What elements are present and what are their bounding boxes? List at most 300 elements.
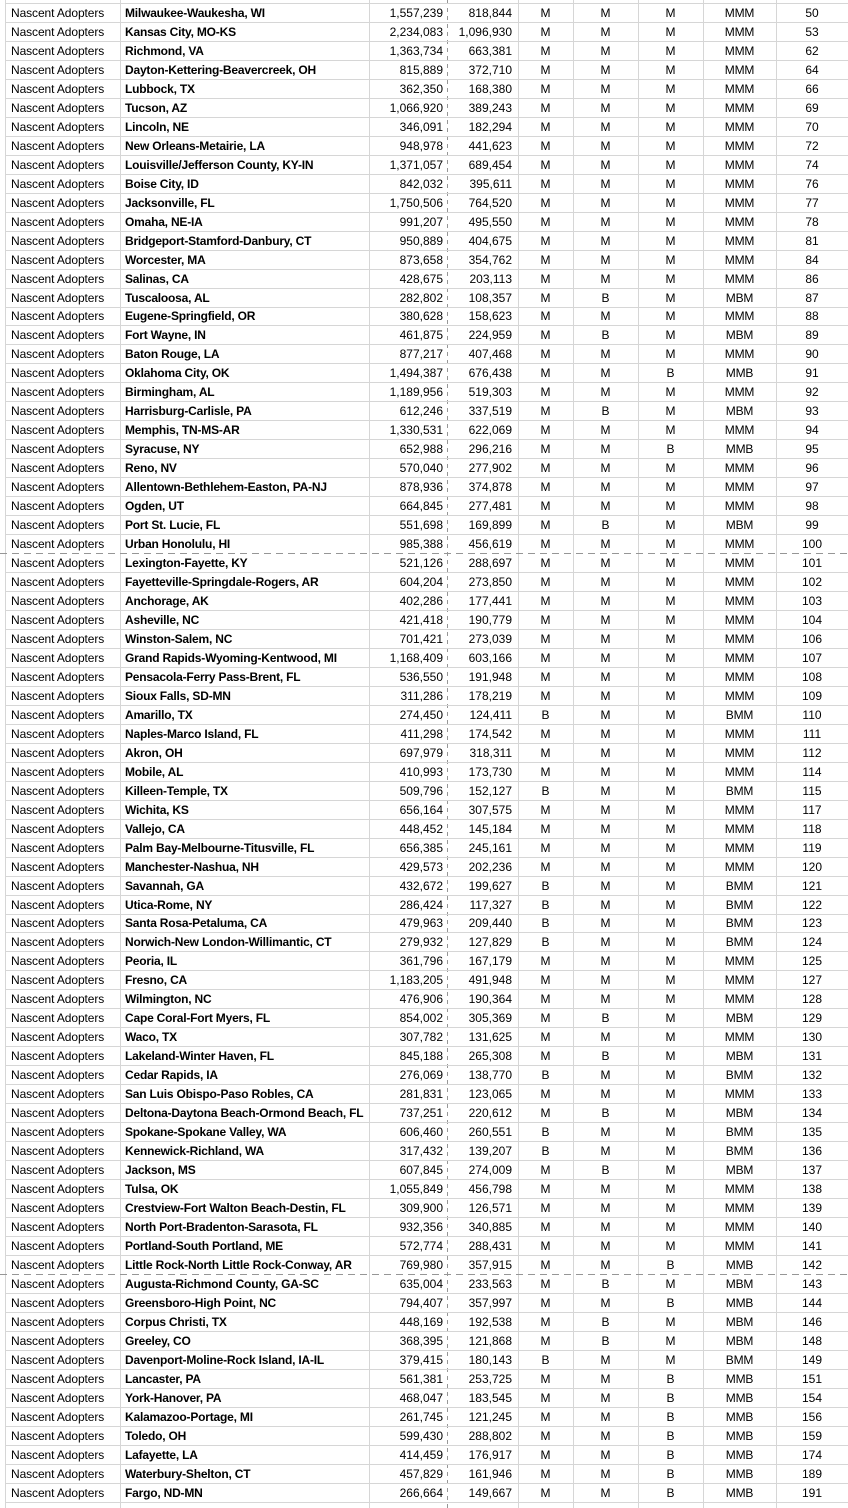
cell-rank[interactable]: 87 xyxy=(805,290,819,305)
cell-flag-1[interactable]: M xyxy=(540,442,551,457)
cell-segment[interactable]: Nascent Adopters xyxy=(11,631,105,646)
cell-metro-name[interactable]: Louisville/Jefferson County, KY-IN xyxy=(125,157,314,172)
cell-number-1[interactable]: 612,246 xyxy=(399,404,443,419)
cell-flag-combo[interactable]: MMM xyxy=(724,214,755,229)
cell-segment[interactable]: Nascent Adopters xyxy=(11,290,105,305)
cell-rank[interactable]: 124 xyxy=(801,935,823,950)
cell-flag-3[interactable]: M xyxy=(665,233,676,248)
cell-flag-1[interactable]: M xyxy=(540,366,551,381)
cell-number-1[interactable]: 402,286 xyxy=(399,594,443,609)
cell-flag-2[interactable]: M xyxy=(600,1030,611,1045)
cell-flag-combo[interactable]: BMM xyxy=(725,783,754,798)
cell-metro-name[interactable]: Kalamazoo-Portage, MI xyxy=(125,1409,253,1424)
cell-flag-3[interactable]: M xyxy=(665,1087,676,1102)
cell-flag-2[interactable]: M xyxy=(600,745,611,760)
cell-metro-name[interactable]: Boise City, ID xyxy=(125,176,199,191)
cell-flag-1[interactable]: M xyxy=(540,821,551,836)
cell-flag-3[interactable]: M xyxy=(665,1238,676,1253)
cell-rank[interactable]: 121 xyxy=(801,878,823,893)
cell-flag-2[interactable]: M xyxy=(600,81,611,96)
cell-flag-combo[interactable]: MMM xyxy=(724,100,755,115)
cell-flag-3[interactable]: M xyxy=(665,1182,676,1197)
cell-flag-1[interactable]: B xyxy=(541,1068,550,1083)
cell-flag-combo[interactable]: MMB xyxy=(725,1466,754,1481)
cell-number-1[interactable]: 428,675 xyxy=(399,271,443,286)
cell-flag-1[interactable]: M xyxy=(540,650,551,665)
cell-segment[interactable]: Nascent Adopters xyxy=(11,726,105,741)
cell-segment[interactable]: Nascent Adopters xyxy=(11,1163,105,1178)
cell-number-1[interactable]: 286,424 xyxy=(399,897,443,912)
cell-flag-2[interactable]: B xyxy=(601,1011,610,1026)
cell-number-1[interactable]: 815,889 xyxy=(399,62,443,77)
cell-metro-name[interactable]: Oklahoma City, OK xyxy=(125,366,230,381)
cell-segment[interactable]: Nascent Adopters xyxy=(11,423,105,438)
cell-rank[interactable]: 137 xyxy=(801,1163,823,1178)
cell-flag-3[interactable]: M xyxy=(665,1049,676,1064)
cell-number-2[interactable]: 277,902 xyxy=(468,461,512,476)
cell-flag-3[interactable]: M xyxy=(665,1219,676,1234)
cell-flag-3[interactable]: B xyxy=(666,1466,675,1481)
cell-flag-2[interactable]: M xyxy=(600,612,611,627)
cell-flag-3[interactable]: M xyxy=(665,62,676,77)
cell-segment[interactable]: Nascent Adopters xyxy=(11,537,105,552)
cell-flag-1[interactable]: M xyxy=(540,556,551,571)
cell-flag-combo[interactable]: MMM xyxy=(724,556,755,571)
cell-segment[interactable]: Nascent Adopters xyxy=(11,650,105,665)
cell-number-1[interactable]: 421,418 xyxy=(399,612,443,627)
cell-flag-2[interactable]: M xyxy=(600,233,611,248)
cell-flag-1[interactable]: M xyxy=(540,499,551,514)
cell-number-2[interactable]: 277,481 xyxy=(468,499,512,514)
cell-number-2[interactable]: 288,802 xyxy=(468,1428,512,1443)
cell-flag-combo[interactable]: MMM xyxy=(724,347,755,362)
cell-rank[interactable]: 144 xyxy=(801,1295,823,1310)
cell-flag-3[interactable]: M xyxy=(665,328,676,343)
cell-number-2[interactable]: 191,948 xyxy=(468,669,512,684)
cell-rank[interactable]: 143 xyxy=(801,1276,823,1291)
cell-metro-name[interactable]: Savannah, GA xyxy=(125,878,204,893)
cell-flag-3[interactable]: M xyxy=(665,973,676,988)
cell-number-2[interactable]: 203,113 xyxy=(469,271,512,286)
cell-flag-3[interactable]: M xyxy=(665,518,676,533)
cell-flag-3[interactable]: M xyxy=(665,575,676,590)
cell-metro-name[interactable]: Spokane-Spokane Valley, WA xyxy=(125,1125,287,1140)
cell-flag-1[interactable]: M xyxy=(540,575,551,590)
cell-rank[interactable]: 149 xyxy=(801,1352,823,1367)
cell-number-1[interactable]: 461,875 xyxy=(399,328,443,343)
cell-flag-1[interactable]: M xyxy=(540,1485,551,1500)
cell-segment[interactable]: Nascent Adopters xyxy=(11,1466,105,1481)
cell-rank[interactable]: 129 xyxy=(801,1011,823,1026)
cell-flag-1[interactable]: M xyxy=(540,631,551,646)
cell-flag-2[interactable]: M xyxy=(600,1125,611,1140)
cell-flag-2[interactable]: B xyxy=(601,1049,610,1064)
cell-flag-2[interactable]: M xyxy=(600,1428,611,1443)
cell-flag-3[interactable]: M xyxy=(665,802,676,817)
cell-metro-name[interactable]: Fresno, CA xyxy=(125,973,188,988)
cell-rank[interactable]: 125 xyxy=(801,954,823,969)
cell-metro-name[interactable]: Waco, TX xyxy=(125,1030,177,1045)
cell-metro-name[interactable]: Greeley, CO xyxy=(125,1333,191,1348)
cell-flag-1[interactable]: M xyxy=(540,404,551,419)
cell-flag-combo[interactable]: MMM xyxy=(724,480,755,495)
cell-number-2[interactable]: 288,431 xyxy=(468,1238,512,1253)
cell-rank[interactable]: 78 xyxy=(805,214,819,229)
cell-metro-name[interactable]: Cedar Rapids, IA xyxy=(125,1068,218,1083)
cell-flag-combo[interactable]: MBM xyxy=(725,328,754,343)
cell-metro-name[interactable]: Tucson, AZ xyxy=(125,100,187,115)
cell-flag-2[interactable]: M xyxy=(600,935,611,950)
cell-flag-3[interactable]: M xyxy=(665,347,676,362)
cell-number-2[interactable]: 158,623 xyxy=(468,309,512,324)
cell-flag-combo[interactable]: MMM xyxy=(724,612,755,627)
cell-rank[interactable]: 111 xyxy=(802,726,822,741)
cell-flag-2[interactable]: M xyxy=(600,138,611,153)
cell-segment[interactable]: Nascent Adopters xyxy=(11,1030,105,1045)
cell-flag-2[interactable]: M xyxy=(600,650,611,665)
cell-number-2[interactable]: 182,294 xyxy=(468,119,512,134)
cell-metro-name[interactable]: Birmingham, AL xyxy=(125,385,215,400)
cell-flag-combo[interactable]: MBM xyxy=(725,1011,754,1026)
cell-flag-combo[interactable]: MMM xyxy=(724,1201,755,1216)
cell-number-2[interactable]: 121,868 xyxy=(468,1333,512,1348)
cell-number-1[interactable]: 1,494,387 xyxy=(389,366,443,381)
cell-flag-3[interactable]: M xyxy=(665,461,676,476)
cell-rank[interactable]: 64 xyxy=(805,62,819,77)
cell-flag-3[interactable]: M xyxy=(665,612,676,627)
cell-flag-2[interactable]: M xyxy=(600,1238,611,1253)
cell-number-1[interactable]: 414,459 xyxy=(399,1447,443,1462)
cell-flag-2[interactable]: M xyxy=(600,669,611,684)
cell-flag-combo[interactable]: MMM xyxy=(724,423,755,438)
cell-metro-name[interactable]: Winston-Salem, NC xyxy=(125,631,233,646)
cell-number-1[interactable]: 769,980 xyxy=(399,1257,443,1272)
cell-flag-combo[interactable]: MMM xyxy=(724,1030,755,1045)
cell-number-2[interactable]: 224,959 xyxy=(468,328,512,343)
cell-flag-3[interactable]: M xyxy=(665,916,676,931)
cell-segment[interactable]: Nascent Adopters xyxy=(11,5,105,20)
cell-segment[interactable]: Nascent Adopters xyxy=(11,1314,105,1329)
cell-segment[interactable]: Nascent Adopters xyxy=(11,1182,105,1197)
cell-flag-1[interactable]: M xyxy=(540,157,551,172)
cell-number-1[interactable]: 950,889 xyxy=(399,233,443,248)
cell-number-2[interactable]: 603,166 xyxy=(468,650,512,665)
cell-flag-3[interactable]: M xyxy=(665,1352,676,1367)
cell-number-1[interactable]: 429,573 xyxy=(399,859,443,874)
cell-segment[interactable]: Nascent Adopters xyxy=(11,1201,105,1216)
cell-rank[interactable]: 128 xyxy=(801,992,823,1007)
cell-flag-3[interactable]: M xyxy=(665,480,676,495)
cell-flag-1[interactable]: B xyxy=(541,878,550,893)
cell-segment[interactable]: Nascent Adopters xyxy=(11,62,105,77)
cell-metro-name[interactable]: Santa Rosa-Petaluma, CA xyxy=(125,916,268,931)
cell-number-2[interactable]: 818,844 xyxy=(468,5,512,20)
cell-flag-2[interactable]: M xyxy=(600,1201,611,1216)
cell-rank[interactable]: 118 xyxy=(802,821,822,836)
cell-number-1[interactable]: 656,385 xyxy=(399,840,443,855)
cell-rank[interactable]: 106 xyxy=(801,631,823,646)
cell-flag-2[interactable]: M xyxy=(600,1144,611,1159)
cell-rank[interactable]: 151 xyxy=(801,1371,823,1386)
cell-segment[interactable]: Nascent Adopters xyxy=(11,1276,105,1291)
cell-flag-3[interactable]: M xyxy=(665,24,676,39)
cell-rank[interactable]: 133 xyxy=(801,1087,823,1102)
cell-number-2[interactable]: 108,357 xyxy=(468,290,512,305)
cell-number-1[interactable]: 1,066,920 xyxy=(389,100,443,115)
cell-flag-3[interactable]: M xyxy=(665,119,676,134)
cell-metro-name[interactable]: Salinas, CA xyxy=(125,271,189,286)
cell-flag-1[interactable]: M xyxy=(540,119,551,134)
cell-flag-2[interactable]: M xyxy=(600,556,611,571)
cell-segment[interactable]: Nascent Adopters xyxy=(11,1333,105,1348)
cell-flag-2[interactable]: M xyxy=(600,916,611,931)
cell-number-1[interactable]: 570,040 xyxy=(399,461,443,476)
cell-number-2[interactable]: 139,207 xyxy=(468,1144,512,1159)
cell-flag-1[interactable]: M xyxy=(540,1447,551,1462)
cell-flag-3[interactable]: M xyxy=(665,1106,676,1121)
cell-rank[interactable]: 107 xyxy=(801,650,823,665)
cell-flag-3[interactable]: M xyxy=(665,726,676,741)
cell-number-2[interactable]: 456,798 xyxy=(468,1182,512,1197)
cell-segment[interactable]: Nascent Adopters xyxy=(11,461,105,476)
cell-flag-2[interactable]: M xyxy=(600,271,611,286)
cell-flag-2[interactable]: B xyxy=(601,404,610,419)
cell-flag-1[interactable]: M xyxy=(540,802,551,817)
cell-segment[interactable]: Nascent Adopters xyxy=(11,859,105,874)
cell-flag-1[interactable]: M xyxy=(540,859,551,874)
cell-number-1[interactable]: 948,978 xyxy=(399,138,443,153)
cell-metro-name[interactable]: Richmond, VA xyxy=(125,43,204,58)
cell-number-1[interactable]: 276,069 xyxy=(399,1068,443,1083)
cell-flag-1[interactable]: B xyxy=(541,707,550,722)
cell-flag-1[interactable]: M xyxy=(540,461,551,476)
cell-number-2[interactable]: 161,946 xyxy=(468,1466,512,1481)
cell-segment[interactable]: Nascent Adopters xyxy=(11,442,105,457)
cell-metro-name[interactable]: Cape Coral-Fort Myers, FL xyxy=(125,1011,271,1026)
cell-number-2[interactable]: 265,308 xyxy=(468,1049,512,1064)
cell-number-1[interactable]: 985,388 xyxy=(399,537,443,552)
cell-segment[interactable]: Nascent Adopters xyxy=(11,1447,105,1462)
cell-segment[interactable]: Nascent Adopters xyxy=(11,518,105,533)
cell-flag-2[interactable]: M xyxy=(600,461,611,476)
cell-flag-3[interactable]: M xyxy=(665,214,676,229)
cell-number-2[interactable]: 178,219 xyxy=(468,688,512,703)
cell-number-1[interactable]: 379,415 xyxy=(399,1352,443,1367)
cell-rank[interactable]: 136 xyxy=(801,1144,823,1159)
cell-number-1[interactable]: 279,932 xyxy=(399,935,443,950)
cell-number-1[interactable]: 457,829 xyxy=(399,1466,443,1481)
cell-rank[interactable]: 84 xyxy=(805,252,819,267)
cell-segment[interactable]: Nascent Adopters xyxy=(11,176,105,191)
cell-flag-2[interactable]: M xyxy=(600,1371,611,1386)
cell-segment[interactable]: Nascent Adopters xyxy=(11,973,105,988)
cell-flag-1[interactable]: M xyxy=(540,385,551,400)
cell-rank[interactable]: 138 xyxy=(801,1182,823,1197)
cell-flag-2[interactable]: M xyxy=(600,62,611,77)
cell-number-1[interactable]: 1,363,734 xyxy=(389,43,443,58)
cell-flag-combo[interactable]: MMM xyxy=(724,954,755,969)
cell-flag-3[interactable]: M xyxy=(665,404,676,419)
cell-number-1[interactable]: 604,204 xyxy=(399,575,443,590)
cell-flag-1[interactable]: M xyxy=(540,1030,551,1045)
cell-flag-1[interactable]: M xyxy=(540,1295,551,1310)
cell-metro-name[interactable]: Fargo, ND-MN xyxy=(125,1485,203,1500)
cell-segment[interactable]: Nascent Adopters xyxy=(11,1485,105,1500)
cell-number-2[interactable]: 124,411 xyxy=(469,707,512,722)
cell-flag-combo[interactable]: MMM xyxy=(724,840,755,855)
cell-metro-name[interactable]: Port St. Lucie, FL xyxy=(125,518,221,533)
cell-flag-3[interactable]: M xyxy=(665,1030,676,1045)
cell-flag-1[interactable]: M xyxy=(540,973,551,988)
cell-rank[interactable]: 146 xyxy=(801,1314,823,1329)
cell-number-1[interactable]: 362,350 xyxy=(399,81,443,96)
cell-metro-name[interactable]: Bridgeport-Stamford-Danbury, CT xyxy=(125,233,312,248)
cell-flag-1[interactable]: M xyxy=(540,537,551,552)
cell-segment[interactable]: Nascent Adopters xyxy=(11,1352,105,1367)
cell-number-1[interactable]: 410,993 xyxy=(399,764,443,779)
cell-number-1[interactable]: 361,796 xyxy=(399,954,443,969)
cell-flag-combo[interactable]: MMB xyxy=(725,366,754,381)
cell-metro-name[interactable]: Pensacola-Ferry Pass-Brent, FL xyxy=(125,669,301,684)
cell-number-2[interactable]: 173,730 xyxy=(468,764,512,779)
cell-rank[interactable]: 130 xyxy=(801,1030,823,1045)
cell-flag-1[interactable]: B xyxy=(541,916,550,931)
cell-flag-1[interactable]: B xyxy=(541,1125,550,1140)
cell-rank[interactable]: 117 xyxy=(802,802,822,817)
cell-flag-1[interactable]: M xyxy=(540,252,551,267)
cell-number-1[interactable]: 701,421 xyxy=(399,631,443,646)
cell-flag-2[interactable]: M xyxy=(600,385,611,400)
cell-number-2[interactable]: 260,551 xyxy=(468,1125,512,1140)
cell-number-2[interactable]: 177,441 xyxy=(468,594,512,609)
cell-rank[interactable]: 93 xyxy=(805,404,819,419)
cell-flag-3[interactable]: M xyxy=(665,859,676,874)
cell-flag-2[interactable]: M xyxy=(600,821,611,836)
cell-number-1[interactable]: 572,774 xyxy=(399,1238,443,1253)
cell-flag-1[interactable]: M xyxy=(540,1333,551,1348)
cell-flag-2[interactable]: M xyxy=(600,43,611,58)
cell-flag-2[interactable]: B xyxy=(601,1106,610,1121)
cell-flag-2[interactable]: B xyxy=(601,1314,610,1329)
cell-segment[interactable]: Nascent Adopters xyxy=(11,878,105,893)
cell-number-1[interactable]: 607,845 xyxy=(399,1163,443,1178)
cell-flag-1[interactable]: M xyxy=(540,1466,551,1481)
cell-rank[interactable]: 112 xyxy=(802,745,822,760)
cell-number-2[interactable]: 296,216 xyxy=(468,442,512,457)
cell-number-2[interactable]: 663,381 xyxy=(468,43,512,58)
cell-number-2[interactable]: 117,327 xyxy=(469,897,512,912)
cell-flag-1[interactable]: M xyxy=(540,423,551,438)
cell-flag-combo[interactable]: MMM xyxy=(724,802,755,817)
cell-flag-2[interactable]: M xyxy=(600,992,611,1007)
cell-metro-name[interactable]: Wilmington, NC xyxy=(125,992,212,1007)
cell-flag-combo[interactable]: BMM xyxy=(725,916,754,931)
cell-flag-1[interactable]: M xyxy=(540,1371,551,1386)
cell-metro-name[interactable]: Killeen-Temple, TX xyxy=(125,783,228,798)
cell-flag-combo[interactable]: MBM xyxy=(725,1276,754,1291)
cell-metro-name[interactable]: Fayetteville-Springdale-Rogers, AR xyxy=(125,575,319,590)
cell-metro-name[interactable]: Crestview-Fort Walton Beach-Destin, FL xyxy=(125,1201,346,1216)
cell-rank[interactable]: 66 xyxy=(805,81,819,96)
cell-rank[interactable]: 81 xyxy=(805,233,819,248)
cell-flag-2[interactable]: B xyxy=(601,328,610,343)
cell-flag-3[interactable]: B xyxy=(666,1485,675,1500)
cell-rank[interactable]: 122 xyxy=(801,897,823,912)
cell-rank[interactable]: 140 xyxy=(801,1219,823,1234)
cell-number-2[interactable]: 404,675 xyxy=(468,233,512,248)
cell-flag-2[interactable]: M xyxy=(600,1390,611,1405)
cell-flag-2[interactable]: M xyxy=(600,1219,611,1234)
cell-flag-combo[interactable]: MMM xyxy=(724,669,755,684)
cell-segment[interactable]: Nascent Adopters xyxy=(11,707,105,722)
cell-number-1[interactable]: 411,298 xyxy=(400,726,443,741)
cell-segment[interactable]: Nascent Adopters xyxy=(11,385,105,400)
cell-flag-1[interactable]: B xyxy=(541,1352,550,1367)
cell-segment[interactable]: Nascent Adopters xyxy=(11,233,105,248)
cell-flag-3[interactable]: M xyxy=(665,423,676,438)
cell-rank[interactable]: 53 xyxy=(805,24,819,39)
cell-metro-name[interactable]: Utica-Rome, NY xyxy=(125,897,213,912)
cell-metro-name[interactable]: Lexington-Fayette, KY xyxy=(125,556,248,571)
cell-metro-name[interactable]: North Port-Bradenton-Sarasota, FL xyxy=(125,1219,318,1234)
cell-rank[interactable]: 101 xyxy=(801,556,823,571)
cell-number-1[interactable]: 509,796 xyxy=(399,783,443,798)
cell-number-2[interactable]: 176,917 xyxy=(468,1447,512,1462)
cell-flag-combo[interactable]: MBM xyxy=(725,1163,754,1178)
cell-flag-2[interactable]: M xyxy=(600,631,611,646)
cell-flag-2[interactable]: M xyxy=(600,1257,611,1272)
cell-flag-combo[interactable]: BMM xyxy=(725,1352,754,1367)
cell-number-2[interactable]: 209,440 xyxy=(468,916,512,931)
cell-metro-name[interactable]: Lubbock, TX xyxy=(125,81,195,96)
cell-metro-name[interactable]: Asheville, NC xyxy=(125,612,200,627)
cell-flag-1[interactable]: M xyxy=(540,1314,551,1329)
cell-flag-1[interactable]: M xyxy=(540,1257,551,1272)
cell-number-1[interactable]: 991,207 xyxy=(399,214,443,229)
cell-flag-1[interactable]: B xyxy=(541,897,550,912)
cell-segment[interactable]: Nascent Adopters xyxy=(11,802,105,817)
cell-rank[interactable]: 89 xyxy=(805,328,819,343)
cell-metro-name[interactable]: Harrisburg-Carlisle, PA xyxy=(125,404,252,419)
cell-flag-combo[interactable]: MMM xyxy=(724,309,755,324)
cell-rank[interactable]: 141 xyxy=(801,1238,823,1253)
cell-flag-combo[interactable]: MMM xyxy=(724,821,755,836)
cell-number-2[interactable]: 273,850 xyxy=(468,575,512,590)
cell-number-1[interactable]: 1,055,849 xyxy=(389,1182,443,1197)
cell-flag-3[interactable]: M xyxy=(665,290,676,305)
cell-flag-2[interactable]: M xyxy=(600,1447,611,1462)
cell-flag-combo[interactable]: MMM xyxy=(724,5,755,20)
cell-flag-1[interactable]: M xyxy=(540,518,551,533)
cell-number-2[interactable]: 354,762 xyxy=(468,252,512,267)
cell-flag-3[interactable]: M xyxy=(665,138,676,153)
cell-metro-name[interactable]: Fort Wayne, IN xyxy=(125,328,206,343)
cell-flag-3[interactable]: B xyxy=(666,1409,675,1424)
cell-flag-3[interactable]: M xyxy=(665,499,676,514)
cell-flag-1[interactable]: M xyxy=(540,1201,551,1216)
cell-rank[interactable]: 76 xyxy=(805,176,819,191)
cell-number-1[interactable]: 878,936 xyxy=(399,480,443,495)
cell-flag-2[interactable]: M xyxy=(600,347,611,362)
cell-flag-2[interactable]: B xyxy=(601,518,610,533)
cell-metro-name[interactable]: Ogden, UT xyxy=(125,499,184,514)
cell-rank[interactable]: 70 xyxy=(805,119,819,134)
cell-flag-2[interactable]: M xyxy=(600,783,611,798)
cell-flag-1[interactable]: M xyxy=(540,81,551,96)
cell-flag-1[interactable]: M xyxy=(540,764,551,779)
cell-metro-name[interactable]: San Luis Obispo-Paso Robles, CA xyxy=(125,1087,314,1102)
cell-flag-1[interactable]: M xyxy=(540,1182,551,1197)
